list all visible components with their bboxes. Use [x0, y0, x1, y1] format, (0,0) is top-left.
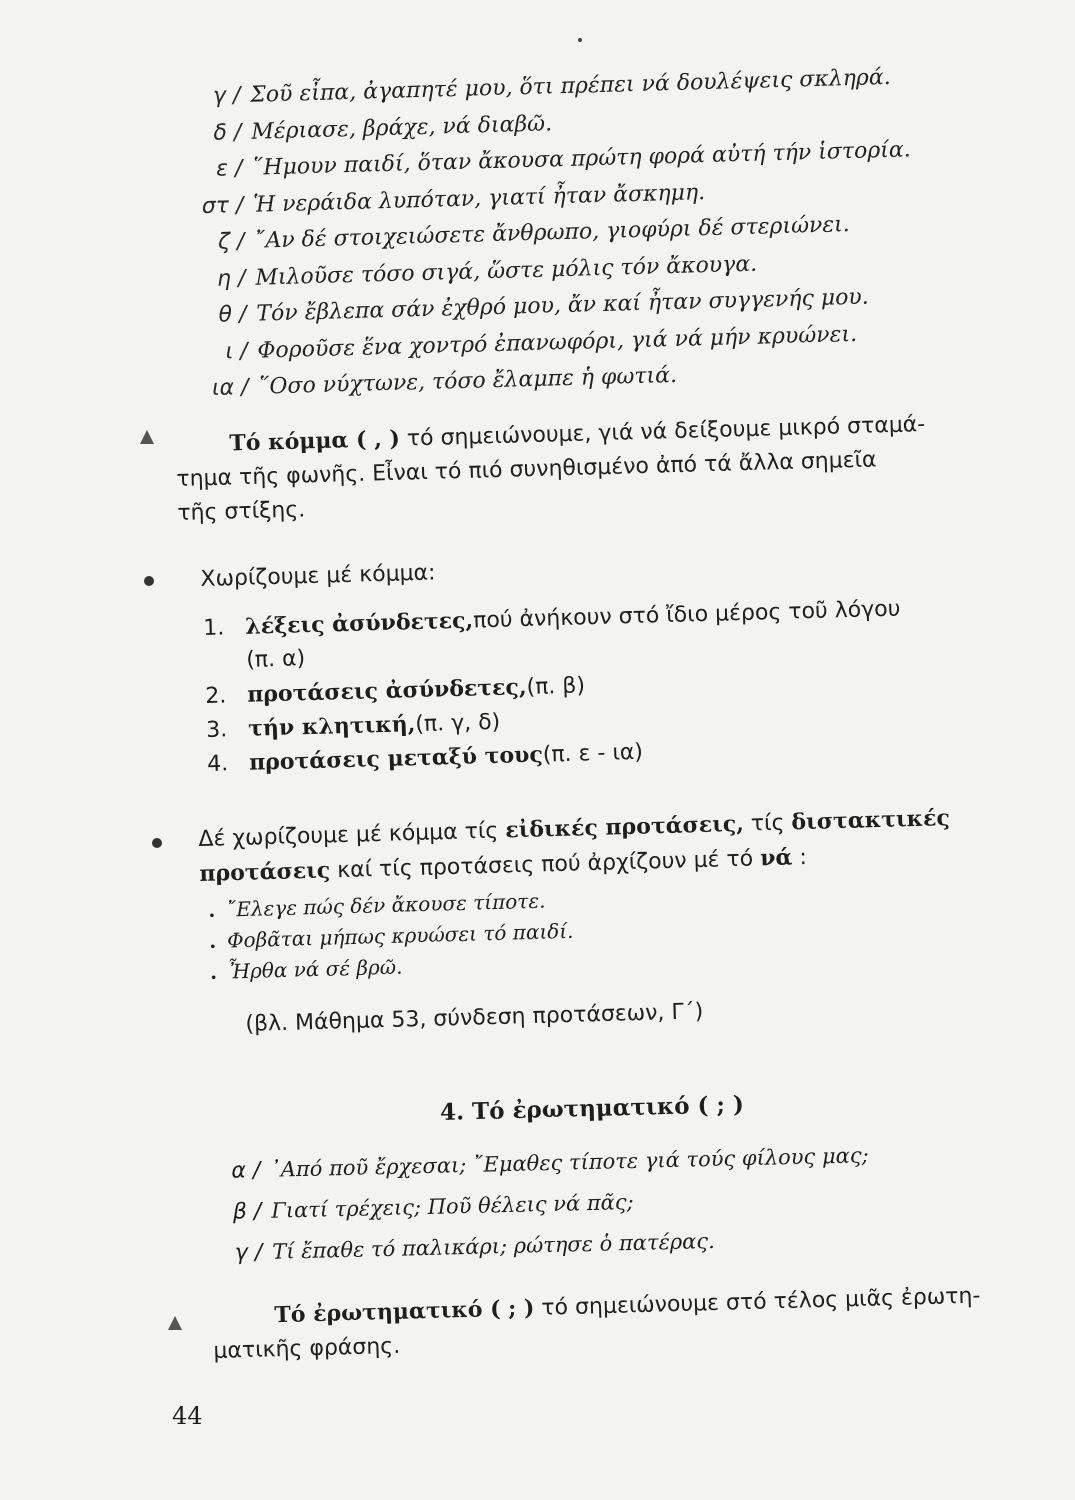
- examples-list: [170, 64, 939, 414]
- bullet-icon: .: [208, 928, 217, 953]
- item-rest: (π. ε - ια): [542, 739, 644, 768]
- example-text: Τόν ἔβλεπα σάν ἐχθρό μου, ἄν καί ἦταν συγγενής μου.: [256, 284, 870, 327]
- bullet-dot-icon: [144, 576, 154, 586]
- example-text: ῎Ελεγε πώς δέν ἄκουσε τίποτε.: [225, 888, 546, 922]
- example-label: στ /: [201, 192, 244, 219]
- example-label: ζ /: [217, 228, 245, 255]
- example-text: Σοῦ εἶπα, ἀγαπητέ μου, ὅτι πρέπει νά δουλέψεις σκληρά.: [249, 64, 891, 108]
- separate-intro: Χωρίζουμε μέ κόμμα:: [200, 560, 436, 592]
- example-label: δ /: [213, 119, 242, 146]
- item-rest: πού ἀνήκουν στό ἴδιο μέρος τοῦ λόγου: [472, 596, 901, 634]
- question-text-1: τό σημειώνουμε στό τέλος μιᾶς ἐρωτη-: [534, 1283, 981, 1321]
- item-number: 3.: [205, 717, 228, 743]
- no-separate-examples: [208, 878, 910, 991]
- question-text: Γιατί τρέχεις; Ποῦ θέλεις νά πᾶς;: [270, 1189, 634, 1223]
- question-definition: [212, 1277, 1034, 1369]
- komma-text-3: τῆς στίξης.: [177, 497, 306, 526]
- triangle-marker-icon: [140, 430, 154, 444]
- question-examples: [180, 1143, 871, 1283]
- item-rest: (π. γ, δ): [415, 709, 501, 738]
- no-sep-bold-3: προτάσεις: [199, 857, 331, 887]
- example-text: Μιλοῦσε τόσο σιγά, ὥστε μόλις τόν ἄκουγα.: [255, 251, 758, 291]
- item-number: 4.: [206, 751, 229, 777]
- example-text: Ἡ νεράιδα λυπόταν, γιατί ἦταν ἄσκημη.: [253, 179, 706, 218]
- triangle-marker-icon: [168, 1316, 182, 1330]
- item-bold: προτάσεις μεταξύ τους: [248, 741, 544, 776]
- item-bold: τήν κλητική,: [247, 711, 416, 742]
- komma-text-2: τημα τῆς φωνῆς. Εἶναι τό πιό συνηθισμένο ἀπό τά ἄλλα σημεῖα: [176, 447, 877, 492]
- example-label: θ /: [218, 301, 247, 328]
- question-label: β /: [232, 1199, 262, 1225]
- speck: [578, 38, 582, 42]
- example-text: Φοβᾶται μήπως κρυώσει τό παιδί.: [226, 918, 574, 953]
- item-bold: λέξεις ἀσύνδετες,: [244, 607, 474, 640]
- question-label: α /: [231, 1158, 261, 1184]
- no-sep-bold-4: νά: [759, 844, 793, 872]
- example-text: Ἦρθα νά σέ βρῶ.: [227, 954, 403, 984]
- no-sep-mid: τίς: [743, 810, 792, 837]
- question-text: ᾿Από ποῦ ἔρχεσαι; ῎Εμαθες τίποτε γιά τούς φίλους μας;: [269, 1143, 869, 1182]
- komma-term: Τό κόμμα ( , ): [229, 425, 401, 457]
- bullet-icon: .: [208, 897, 216, 922]
- item-rest: (π. β): [526, 673, 586, 700]
- example-label: γ /: [212, 83, 241, 109]
- item-bold: προτάσεις ἀσύνδετες,: [246, 673, 527, 708]
- komma-text-1: τό σημειώνουμε, γιά νά δείξουμε μικρό σταμά-: [399, 412, 926, 452]
- example-label: ι /: [225, 338, 248, 365]
- bullet-dot-icon: [152, 838, 162, 848]
- example-text: ῞Οσο νύχτωνε, τόσο ἔλαμπε ἡ φωτιά.: [258, 362, 678, 400]
- separate-list: [203, 593, 1007, 785]
- question-text-2: ματικῆς φράσης.: [213, 1333, 401, 1364]
- question-term: Τό ἐρωτηματικό ( ; ): [274, 1295, 535, 1329]
- komma-definition: [175, 405, 998, 531]
- no-sep-colon: :: [792, 845, 808, 871]
- example-text: ῞Ημουν παιδί, ὅταν ἄκουσα πρώτη φορά αὐτή τήν ἱστορία.: [252, 137, 912, 181]
- example-text: ῎Αν δέ στοιχειώσετε ἄνθρωπο, γιοφύρι δέ στεριώνει.: [254, 212, 851, 254]
- example-text: Μέριασε, βράχε, νά διαβῶ.: [250, 110, 553, 145]
- question-text: Τί ἔπαθε τό παλικάρι; ρώτησε ὁ πατέρας.: [271, 1228, 716, 1264]
- example-text: Φοροῦσε ἕνα χοντρό ἐπανωφόρι, γιά νά μήν κρυώνει.: [257, 321, 858, 364]
- no-sep-bold-2: διστακτικές: [791, 805, 951, 836]
- bullet-icon: .: [209, 959, 218, 984]
- section-heading: 4. Τό ἐρωτηματικό ( ; ): [439, 1091, 745, 1126]
- example-label: ε /: [215, 156, 243, 182]
- item-number: 1.: [203, 615, 225, 641]
- no-sep-bold-1: εἰδικές προτάσεις,: [504, 810, 745, 844]
- no-sep-post: καί τίς προτάσεις πού ἀρχίζουν μέ τό: [329, 846, 761, 884]
- question-label: γ /: [234, 1240, 263, 1266]
- page-number: 44: [172, 1402, 203, 1430]
- example-label: η /: [216, 265, 246, 292]
- example-label: ια /: [211, 374, 249, 401]
- item-extra: (π. α): [245, 646, 306, 673]
- item-number: 2.: [204, 683, 227, 709]
- lesson-reference: (βλ. Μάθημα 53, σύνδεση προτάσεων, Γ΄): [245, 999, 704, 1037]
- no-sep-pre: Δέ χωρίζουμε μέ κόμμα τίς: [198, 818, 506, 852]
